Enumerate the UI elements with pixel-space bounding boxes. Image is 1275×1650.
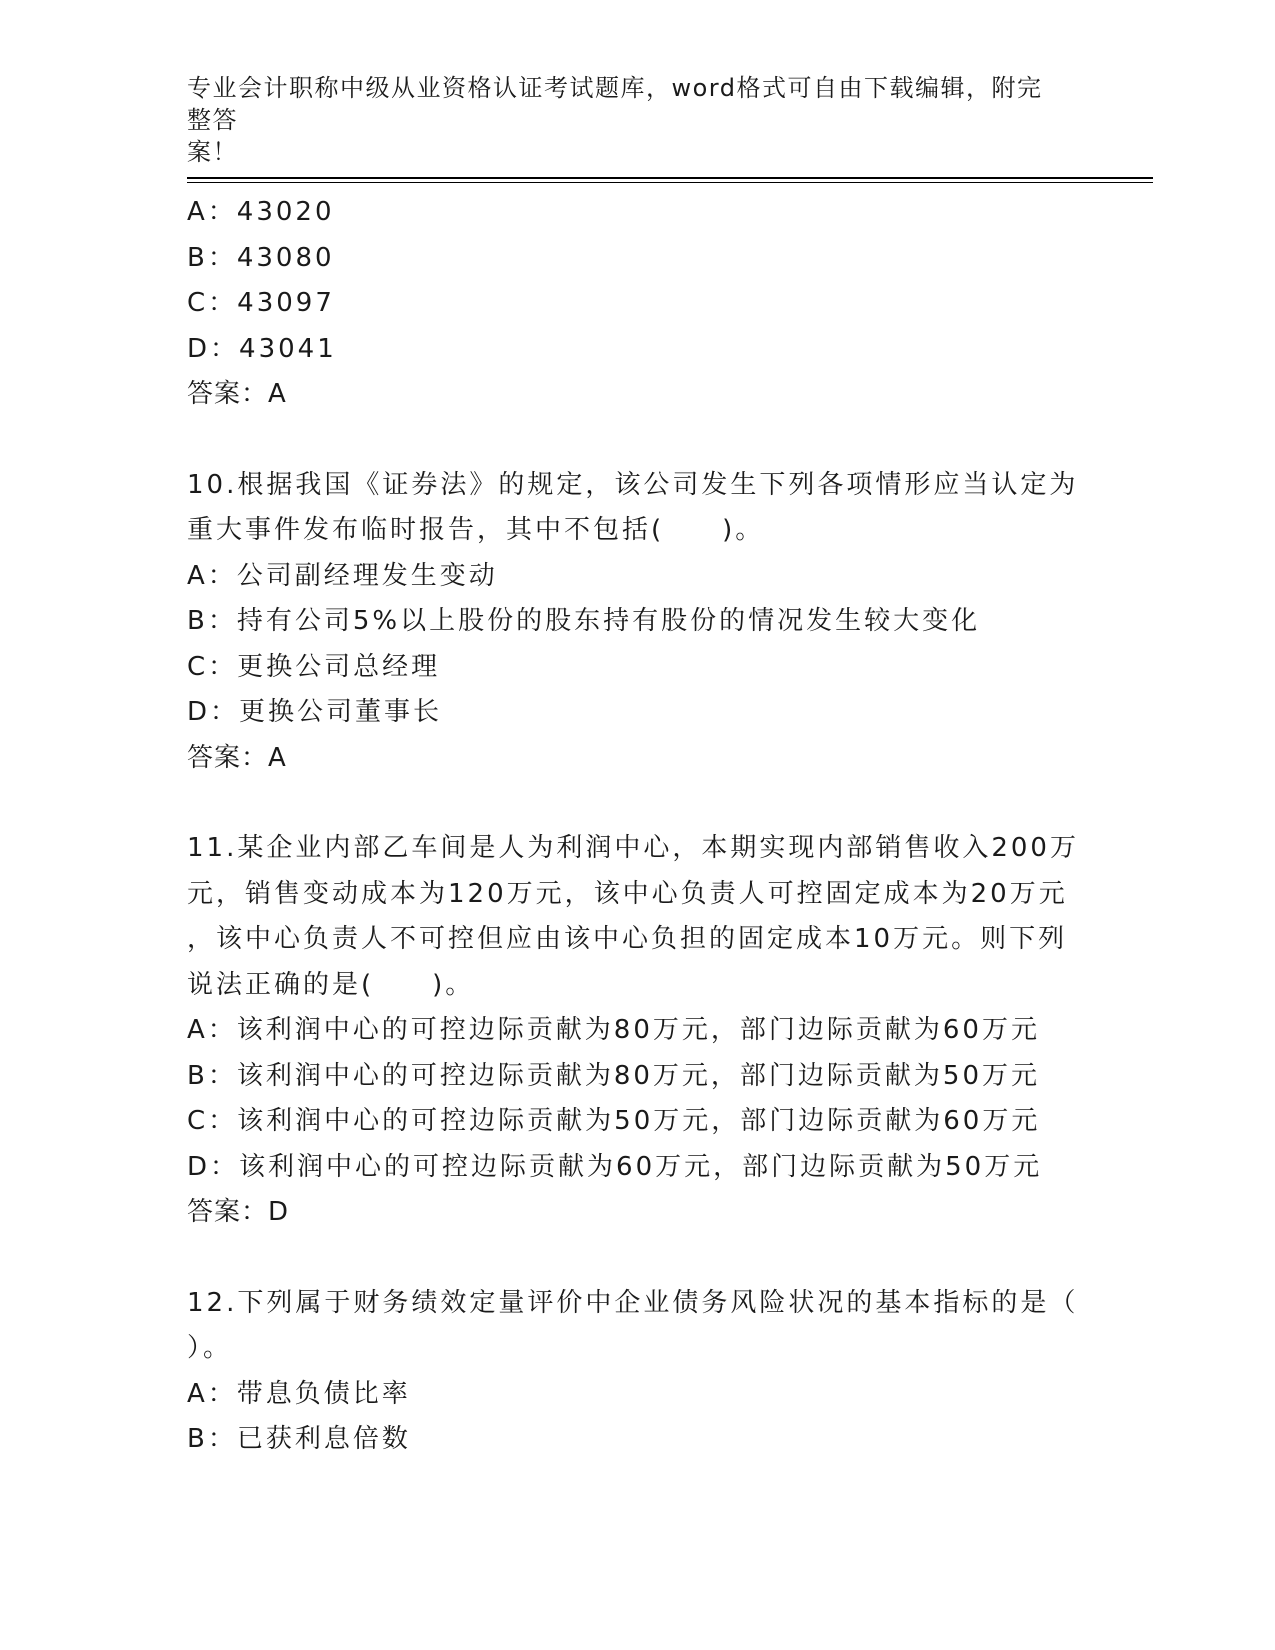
option-a: A：公司副经理发生变动: [187, 560, 498, 591]
question-list: [187, 190, 1087, 1463]
header-line-2: 案！: [187, 138, 238, 166]
option-b: B：已获利息倍数: [187, 1424, 411, 1454]
question-text-line: 12.下列属于财务绩效定量评价中企业债务风险状况的基本指标的是（: [187, 1287, 1079, 1318]
option-a: A：43020: [187, 197, 335, 227]
question-text-line: ，该中心负责人不可控但应由该中心负担的固定成本10万元。则下列: [187, 924, 1068, 954]
option-d: D：更换公司董事长: [187, 697, 443, 727]
answer: 答案：A: [187, 379, 287, 409]
option-d: D：该利润中心的可控边际贡献为60万元，部门边际贡献为50万元: [187, 1151, 1043, 1182]
header-rule-thin: [187, 182, 1153, 183]
header-rule-thick: [187, 177, 1153, 179]
answer: 答案：D: [187, 1197, 290, 1227]
question-block-9: [187, 190, 1087, 418]
option-c: C：43097: [187, 288, 335, 318]
option-c: C：更换公司总经理: [187, 651, 441, 682]
question-text-line: 元，销售变动成本为120万元，该中心负责人可控固定成本为20万元: [187, 878, 1068, 909]
question-block-11: [187, 826, 1087, 1236]
question-text-line: 说法正确的是( )。: [187, 969, 475, 1000]
question-block-10: [187, 463, 1087, 782]
question-text-line: 11.某企业内部乙车间是人为利润中心，本期实现内部销售收入200万: [187, 833, 1079, 863]
option-a: A：带息负债比率: [187, 1378, 411, 1409]
question-text-line: 10.根据我国《证券法》的规定，该公司发生下列各项情形应当认定为: [187, 469, 1079, 500]
question-text-line: 重大事件发布临时报告，其中不包括( )。: [187, 515, 765, 545]
option-c: C：该利润中心的可控边际贡献为50万元，部门边际贡献为60万元: [187, 1106, 1041, 1136]
option-b: B：43080: [187, 242, 335, 273]
option-b: B：持有公司5%以上股份的股东持有股份的情况发生较大变化: [187, 606, 981, 636]
question-text-line: ）。: [187, 1333, 233, 1363]
option-d: D：43041: [187, 333, 337, 364]
header-line-1: 专业会计职称中级从业资格认证考试题库，word格式可自由下载编辑，附完整答: [187, 74, 1043, 134]
option-b: B：该利润中心的可控边际贡献为80万元，部门边际贡献为50万元: [187, 1060, 1041, 1091]
question-block-12: [187, 1281, 1087, 1463]
option-a: A：该利润中心的可控边际贡献为80万元，部门边际贡献为60万元: [187, 1015, 1040, 1045]
answer: 答案：A: [187, 742, 287, 773]
page-header: [187, 72, 1067, 168]
